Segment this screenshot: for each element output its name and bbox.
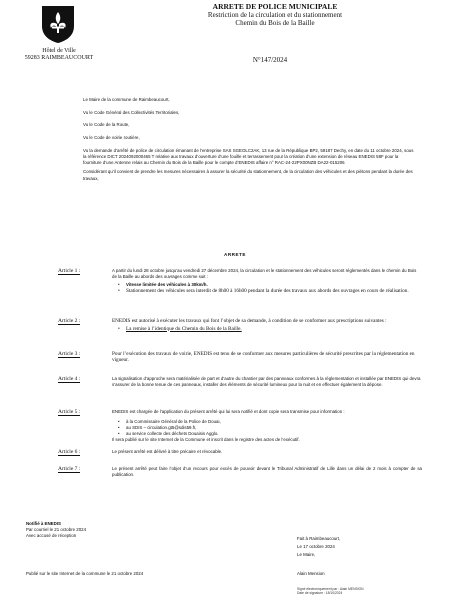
article-1-text: A partir du lundi 28 octobre jusqu’au vendredi 27 décembre 2024, la circulation et le stationnement des véhicules seront réglementés dans le chemin du Bois de la Baille au abords des ouvrages comme suit :: [112, 268, 417, 279]
electronic-signature: [297, 587, 364, 595]
article-6-body: [112, 449, 422, 457]
article-5-body: [112, 409, 422, 445]
decree-header: [150, 3, 400, 27]
list-item: • au service collecte des déchets Douaisis Agglo.: [126, 431, 422, 437]
article-3-label: Article 3 :: [58, 351, 81, 357]
signatory-name: Alain Mension: [297, 571, 325, 576]
article-5-text: ENEDIS est chargée de l’application du présent arrêté qui lui sera notifié et dont copie sera transmise pour information :: [112, 409, 345, 414]
signature-role: Le Maire,: [297, 552, 316, 557]
signature-date: Le 17 octobre 2024: [297, 544, 335, 549]
notification-receipt: Avec accusé de réception: [26, 533, 77, 538]
article-3-text: Pour l’exécution des travaux de voirie, ENEDIS est tenu de se conformer aux mesures particulières de sécurité prescrites par la réglementation en vigueur.: [112, 351, 415, 363]
electronic-signature-by: Signé électroniquement par : Alain MENSION: [297, 587, 364, 591]
preamble-request: Vu la demande d’arrêté de police de circulation émanant de l’entreprise SAS SGEOLC2AK, 13 rue de la République BP2, 59187 Dechy, en date du 11 octobre 2024, sous la référence DICT 2024092000465 T relative aux travaux d’ouverture d’une fouille et terrassement pour la création d’une extension de réseau ENEDIS 58F pour la fourniture d’une Antenne relais au Chemin du Bois de la Baille pour le compte d’ENEDIS affaire n° RAC-24-22PX00NZB DA22-015206: [83, 147, 414, 166]
town-hall-label: Hôtel de Ville: [42, 48, 76, 54]
preamble-considering: Considérant qu’il convient de prendre les mesures nécessaires à assurer la sécurité du stationnement, de la circulation des véhicules et des piétons pendant la durée des travaux,: [83, 169, 413, 181]
article-7-text: Le présent arrêté peut faire l’objet d’un recours pour excès de pouvoir devant le Tribunal Administratif de Lille dans un délai de 2 mois à compter de sa publication.: [112, 466, 422, 477]
notification-block: [26, 521, 166, 539]
article-5-outro: Il sera publié sur le site Internet de la Commune et inscrit dans le registre des actes de l’exécutif.: [112, 437, 300, 442]
preamble-code-voirie: Vu le Code de voirie routière,: [83, 135, 140, 141]
article-4-text: La signalisation d’approche sera matérialisée de part et d’autre du chantier par des panneaux conformes à la réglementation et installée par ENEDIS qui devra s’assurer de la bonne tenue de ces panneaux, installer des éléments de sécurité lumineux pour la nuit et en effectuer également la dépose.: [112, 376, 421, 387]
decree-subtitle: Restriction de la circulation et du stationnement: [207, 11, 343, 19]
arrete-heading: ARRETE: [224, 252, 246, 257]
decree-title: ARRETE DE POLICE MUNICIPALE: [212, 2, 338, 11]
article-1-list: [112, 282, 422, 294]
list-item: • à la Commissaire Général de la Police de Douai,: [126, 419, 422, 425]
article-3-body: [112, 351, 422, 365]
article-4-body: [112, 376, 422, 390]
article-4-label: Article 4 :: [58, 376, 81, 382]
article-2-text: ENEDIS est autorisé à exécuter les travaux qui font l’objet de sa demande, à condition de se conformer aux prescriptions suivantes :: [112, 318, 387, 324]
electronic-signature-date: Date de signature : 18/10/2024: [297, 591, 343, 595]
article-1-body: [112, 268, 422, 294]
article-5-list: [112, 419, 422, 437]
list-item: • La remise à l’identique du Chemin du Bois de la Baille.: [126, 326, 422, 332]
article-2-label: Article 2 :: [58, 318, 81, 324]
preamble-mayor: Le Maire de la commune de Raimbeaucourt,: [83, 97, 170, 102]
list-item: • au SDIS – circulation.gt5@sdis59.fr,: [126, 425, 422, 431]
article-5-label: Article 5 :: [58, 409, 81, 415]
decree-number: N°147/2024: [252, 56, 288, 64]
article-7-label: Article 7 :: [58, 466, 81, 472]
preamble: [83, 97, 418, 188]
decree-road: Chemin du Bois de la Baille: [235, 19, 315, 27]
signature-block: [297, 535, 417, 559]
publication-notice: Publié sur le site Internet de la commune le 21 octobre 2024: [26, 571, 144, 576]
article-6-text: Le présent arrêté est délivré à titre précaire et révocable.: [112, 449, 223, 454]
list-item: • Vitesse limitée des véhicules à 30km/h.: [126, 282, 422, 288]
notified-to: Notifié à ENEDIS: [26, 521, 61, 526]
preamble-code-route: Vu le Code de la Route,: [83, 122, 130, 128]
article-7-body: [112, 466, 422, 480]
list-item: • Stationnement des véhicules sera interdit de 8h00 à 16h00 pendant la durée des travaux aux abords des ouvrages en cours de réalisation.: [126, 288, 422, 294]
article-6-label: Article 6 :: [58, 449, 81, 455]
signature-place: Fait à Raimbeaucourt,: [297, 536, 341, 541]
preamble-cgct: Vu le Code Général des Collectivités Territoriales,: [83, 109, 180, 115]
town-hall-address: [14, 48, 104, 62]
article-2-body: [112, 318, 422, 332]
notification-date: Par courriel le 21 octobre 2024: [26, 527, 87, 532]
town-hall-city: 59283 RAIMBEAUCOURT: [24, 55, 94, 61]
fleur-de-lis-shield-icon: [38, 4, 78, 44]
article-2-list: [112, 326, 422, 332]
article-1-label: Article 1 :: [58, 268, 81, 274]
